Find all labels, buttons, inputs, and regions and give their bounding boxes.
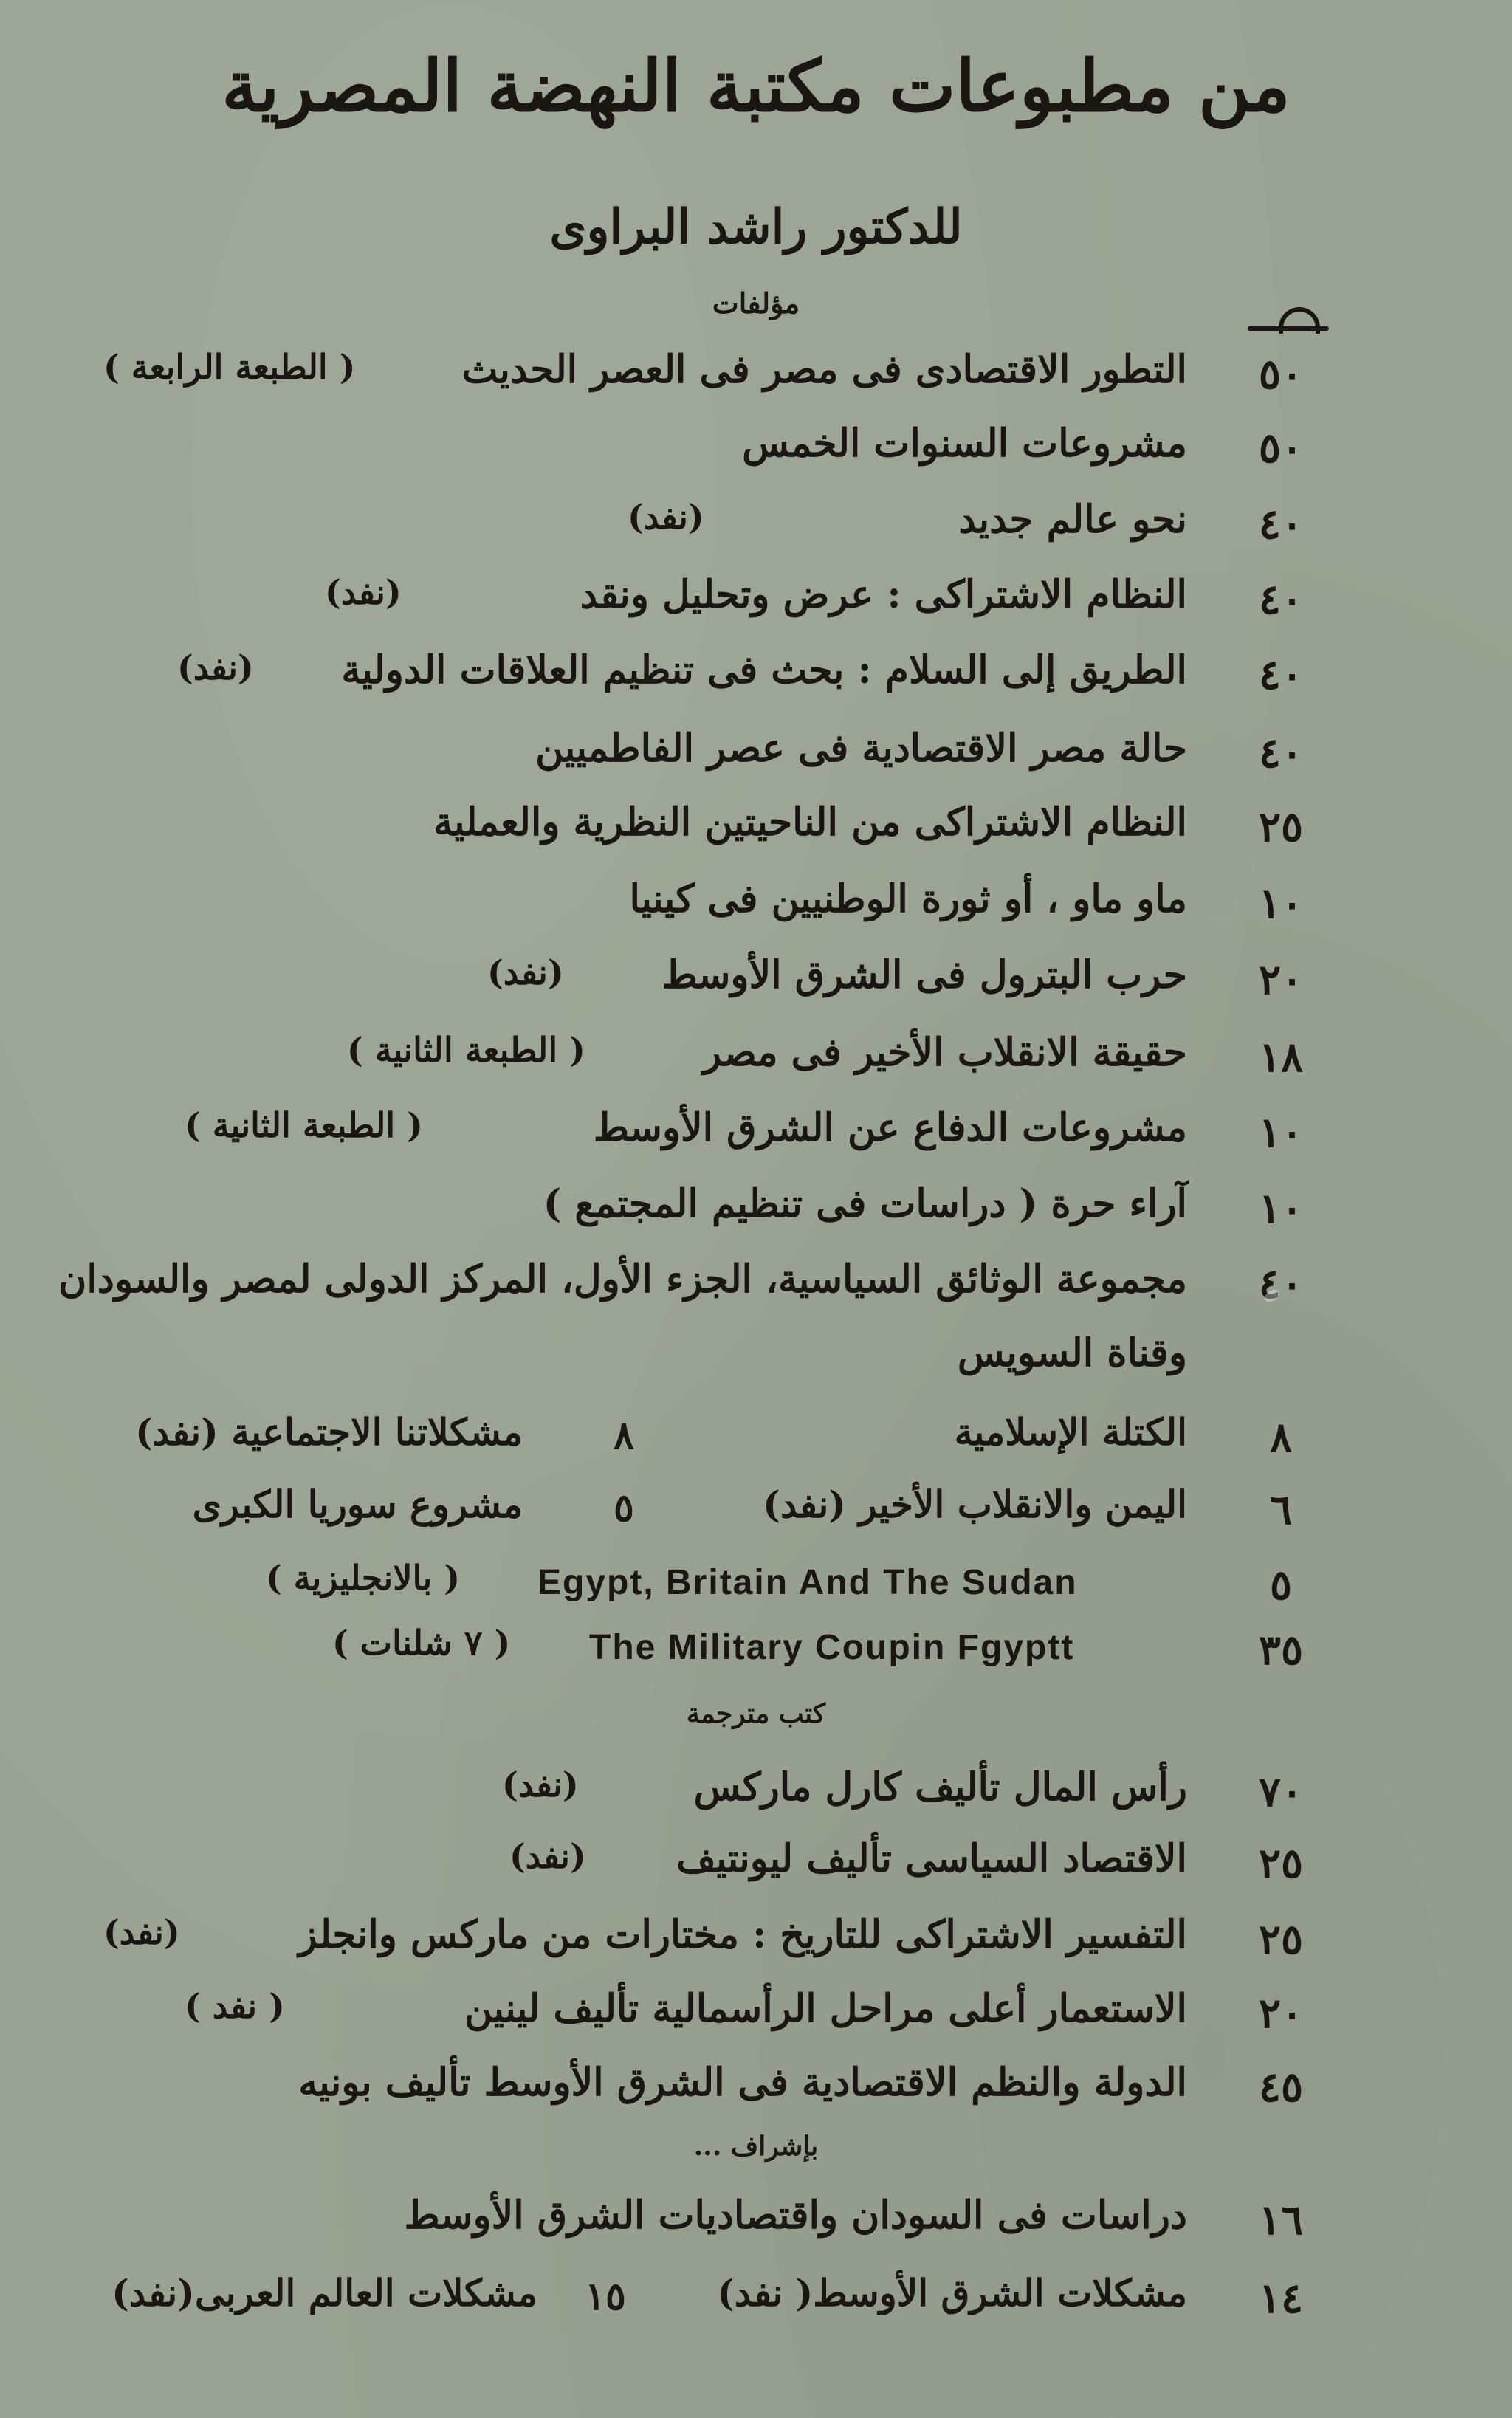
book-price: ١٠ bbox=[1258, 1184, 1304, 1233]
book-price: ١٠ bbox=[1258, 1108, 1304, 1157]
book-title: دراسات فى السودان واقتصاديات الشرق الأوسط bbox=[404, 2193, 1187, 2238]
book-price: ٢٥ bbox=[1258, 803, 1304, 851]
book-note: ( الطبعة الثانية ) bbox=[347, 1030, 585, 1070]
book-title: الاستعمار أعلى مراحل الرأسمالية تأليف لينين bbox=[464, 1986, 1187, 2031]
book-price: ٤٥ bbox=[1258, 2063, 1304, 2112]
book-note: ( بالانجليزية ) bbox=[266, 1558, 461, 1598]
book-title: مشكلات الشرق الأوسط( نفد) bbox=[717, 2271, 1187, 2315]
book-title: اليمن والانقلاب الأخير (نفد) bbox=[763, 1483, 1187, 1526]
book-note: (نفد) bbox=[502, 1765, 579, 1804]
book-title: التطور الاقتصادى فى مصر فى العصر الحديث bbox=[461, 347, 1187, 392]
book-price: ٧٠ bbox=[1258, 1768, 1304, 1816]
book-price: ٥ bbox=[1269, 1561, 1293, 1610]
book-title: حرب البترول فى الشرق الأوسط bbox=[662, 952, 1187, 997]
book-title: الاقتصاد السياسى تأليف ليونتيف bbox=[676, 1836, 1187, 1881]
book-title: مجموعة الوثائق السياسية، الجزء الأول، المركز الدولى لمصر والسودان bbox=[58, 1257, 1187, 1302]
section-supervised: بإشراف ... bbox=[693, 2131, 819, 2162]
book-title: الدولة والنظم الاقتصادية فى الشرق الأوسط تأليف بونيه bbox=[298, 2060, 1187, 2105]
book-price: ٢٠ bbox=[1258, 1989, 1304, 2038]
book-title: النظام الاشتراكى من الناحيتين النظرية والعملية bbox=[433, 800, 1187, 845]
book-title: مشكلات العالم العربى(نفد) bbox=[111, 2271, 537, 2315]
book-price: ٥٠ bbox=[1258, 424, 1304, 473]
book-price: ٢٠ bbox=[1258, 955, 1304, 1004]
book-title: نحو عالم جديد bbox=[958, 497, 1187, 542]
book-title: التفسير الاشتراكى للتاريخ : مختارات من ماركس وانجلز bbox=[298, 1912, 1187, 1957]
book-note: ( الطبعة الثانية ) bbox=[185, 1105, 423, 1145]
book-price: ١٠ bbox=[1258, 879, 1304, 928]
section-translated: كتب مترجمة bbox=[686, 1698, 826, 1729]
page-column-heading bbox=[1248, 301, 1336, 335]
book-price: ١٨ bbox=[1258, 1033, 1304, 1082]
book-price-inner: ١٥ bbox=[585, 2274, 626, 2319]
book-price: ٦ bbox=[1269, 1486, 1293, 1534]
book-price-inner: ٨ bbox=[614, 1413, 634, 1458]
book-title: آراء حرة ( دراسات فى تنظيم المجتمع ) bbox=[543, 1181, 1187, 1226]
book-price: ٤٠ bbox=[1258, 1260, 1304, 1308]
book-title: حالة مصر الاقتصادية فى عصر الفاطميين bbox=[535, 726, 1187, 771]
book-note: ( ٧ شلنات ) bbox=[332, 1623, 511, 1663]
book-price: ٤٠ bbox=[1258, 575, 1304, 624]
book-price: ٤٠ bbox=[1258, 729, 1304, 777]
book-title: The Military Coupin Fgyptt bbox=[589, 1628, 1075, 1667]
book-title: مشكلاتنا الاجتماعية (نفد) bbox=[135, 1410, 523, 1454]
publisher-title: من مطبوعات مكتبة النهضة المصرية bbox=[221, 44, 1291, 128]
book-price: ٤٠ bbox=[1258, 500, 1304, 549]
book-title: رأس المال تأليف كارل ماركس bbox=[693, 1765, 1187, 1810]
book-note: (نفد) bbox=[487, 952, 564, 992]
book-price: ٢٥ bbox=[1258, 1915, 1304, 1964]
book-title: مشروعات الدفاع عن الشرق الأوسط bbox=[593, 1105, 1187, 1150]
book-price: ١٦ bbox=[1258, 2196, 1304, 2244]
book-price: ١٤ bbox=[1258, 2274, 1304, 2323]
author-name: للدكتور راشد البراوى bbox=[549, 199, 963, 255]
book-title: Egypt, Britain And The Sudan bbox=[537, 1563, 1078, 1602]
book-price: ٥٠ bbox=[1258, 350, 1304, 399]
book-note: (نفد) bbox=[103, 1912, 180, 1952]
book-title-continued: وقناة السويس bbox=[957, 1330, 1187, 1375]
book-title: النظام الاشتراكى : عرض وتحليل ونقد bbox=[580, 572, 1187, 617]
book-title: مشروعات السنوات الخمس bbox=[742, 421, 1187, 466]
book-note: ( الطبعة الرابعة ) bbox=[103, 347, 356, 387]
book-title: الطريق إلى السلام : بحث فى تنظيم العلاقات الدولية bbox=[341, 648, 1187, 693]
book-price: ٤٠ bbox=[1258, 650, 1304, 699]
book-title: حقيقة الانقلاب الأخير فى مصر bbox=[702, 1030, 1187, 1075]
book-note: ( نفد ) bbox=[185, 1986, 285, 2026]
book-price-inner: ٥ bbox=[614, 1486, 634, 1531]
book-note: (نفد) bbox=[628, 497, 704, 537]
book-price: ٢٥ bbox=[1258, 1839, 1304, 1888]
book-title: ماو ماو ، أو ثورة الوطنيين فى كينيا bbox=[629, 876, 1187, 921]
section-authored: مؤلفات bbox=[712, 286, 800, 320]
book-title: الكتلة الإسلامية bbox=[954, 1410, 1187, 1454]
book-note: (نفد) bbox=[177, 648, 254, 687]
book-title: مشروع سوريا الكبرى bbox=[192, 1483, 523, 1526]
book-note: (نفد) bbox=[509, 1836, 586, 1876]
book-price: ٣٥ bbox=[1258, 1626, 1304, 1675]
book-price: ٨ bbox=[1269, 1413, 1293, 1462]
book-note: (نفد) bbox=[325, 572, 402, 612]
